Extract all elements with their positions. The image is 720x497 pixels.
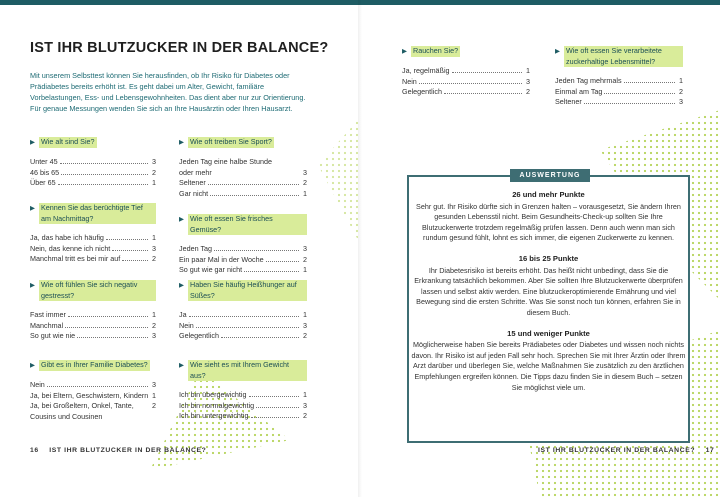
page-title: IST IHR BLUTZUCKER IN DER BALANCE? <box>30 40 329 56</box>
answer-row: Jeden Tag mehrmals 1 <box>555 76 683 86</box>
intro-text: Mit unserem Selbsttest können Sie herausfinden, ob Ihr Risiko für Diabetes oder Prädiabetes bereits erhöht ist. Es geht dabei um Alter, Gewicht, familiäre Vorbelastungen, Ess- und Lebensgewohnheiten. Das dient aber nur zur Orientierung. Für genaue Messungen wenden Sie sich an Ihre Hausärztin oder Ihren Hausarzt. <box>30 71 306 113</box>
answer-row: Ja, bei Großeltern, Onkel, Tante, Cousins und Cousinen 2 <box>30 401 156 421</box>
footer-left <box>30 447 206 454</box>
answer-row: Fast immer 1 <box>30 310 156 320</box>
question-text: Wie oft essen Sie frisches Gemüse? <box>188 214 307 235</box>
answer-row: So gut wie gar nicht 1 <box>179 265 307 275</box>
answer-row: Ein paar Mal in der Woche 2 <box>179 254 307 264</box>
answer-row: Seltener 2 <box>179 178 307 188</box>
footer-right <box>538 447 714 454</box>
book-gutter <box>358 0 362 497</box>
question-processed-sugar <box>555 46 683 108</box>
answer-row: Gelegentlich 2 <box>179 331 307 341</box>
answer-row: Ja, das habe ich häufig 1 <box>30 233 156 243</box>
arrow-icon: ▶ <box>179 215 184 223</box>
arrow-icon: ▶ <box>402 47 407 55</box>
answer-row: Nein 3 <box>30 380 156 390</box>
answer-row: Ich bin untergewichtig 2 <box>179 411 307 421</box>
arrow-icon: ▶ <box>30 204 35 212</box>
answer-row: Gelegentlich 2 <box>402 87 530 97</box>
result-heading: 26 und mehr Punkte <box>512 190 585 199</box>
question-text: Kennen Sie das berüchtigte Tief am Nachmittag? <box>39 203 156 224</box>
answer-row: Jeden Tag eine halbe Stunde oder mehr 3 <box>179 157 307 177</box>
arrow-icon: ▶ <box>179 361 184 369</box>
answer-row: Nein, das kenne ich nicht 3 <box>30 243 156 253</box>
running-title: IST IHR BLUTZUCKER IN DER BALANCE? <box>538 447 696 454</box>
answer-row: Ja, regelmäßig 1 <box>402 66 530 76</box>
answer-row: Über 65 1 <box>30 178 156 188</box>
question-family-diabetes <box>30 360 156 422</box>
question-sport <box>179 137 307 199</box>
arrow-icon: ▶ <box>179 281 184 289</box>
evaluation-content <box>410 190 687 403</box>
question-text: Wie oft treiben Sie Sport? <box>190 137 272 146</box>
question-age <box>30 137 156 189</box>
question-weight <box>179 360 307 422</box>
question-text: Rauchen Sie? <box>413 46 459 55</box>
question-text: Wie oft essen Sie verarbeitete zuckerhaltige Lebensmittel? <box>564 46 683 67</box>
result-text: Ihr Diabetesrisiko ist bereits erhöht. Das heißt nicht unbedingt, dass Sie die Erkrankung tatsächlich bekommen. Aber Sie sollten Ihre Blutzuckerwerte überprüfen lassen und selbst aktiv werden. Eine blutzuckeroptimierende Ernährung und viel Bewegung sind die ersten Schritte. Was Sie sonst noch tun können, erfahren Sie in diesem Buch. <box>414 265 683 317</box>
result-heading: 16 bis 25 Punkte <box>518 253 579 263</box>
question-text: Haben Sie häufig Heißhunger auf Süßes? <box>188 280 307 301</box>
page-number: 17 <box>705 447 715 454</box>
answer-row: Nein 3 <box>179 320 307 330</box>
answer-row: Nein 3 <box>402 76 530 86</box>
arrow-icon: ▶ <box>30 281 35 289</box>
question-stress <box>30 280 156 342</box>
answer-row: Gar nicht 1 <box>179 188 307 198</box>
result-heading: 15 und weniger Punkte <box>507 328 590 338</box>
answer-row: Ich bin übergewichtig 1 <box>179 390 307 400</box>
answer-row: Unter 45 3 <box>30 157 156 167</box>
answer-row: Einmal am Tag 2 <box>555 86 683 96</box>
answer-row: Manchmal tritt es bei mir auf 2 <box>30 254 156 264</box>
answer-row: Jeden Tag 3 <box>179 244 307 254</box>
question-smoking <box>402 46 530 98</box>
answer-row: 46 bis 65 2 <box>30 167 156 177</box>
question-text: Gibt es in Ihrer Familie Diabetes? <box>41 360 148 369</box>
answer-row: So gut wie nie 3 <box>30 331 156 341</box>
question-vegetables <box>179 214 307 276</box>
result-text: Sehr gut. Ihr Risiko dürfte sich in Grenzen halten – vorausgesetzt, Sie ändern Ihren gesunden Lebensstil nicht. Beim Gesundheits-Check-up sollten Sie Ihre Blutzuckerwerte trotzdem regelmäßig prüfen lassen. Denn auch wenn man sich rundum gesund fühlt, lohnt es sich immer, die eigenen Zuckerwerte zu kennen. <box>416 201 681 243</box>
arrow-icon: ▶ <box>30 361 35 369</box>
arrow-icon: ▶ <box>30 138 35 146</box>
arrow-icon: ▶ <box>555 47 560 55</box>
answer-row: Ja, bei Eltern, Geschwistern, Kindern 1 <box>30 390 156 400</box>
question-afternoon-low <box>30 203 156 265</box>
question-text: Wie alt sind Sie? <box>41 137 95 146</box>
answer-row: Manchmal 2 <box>30 320 156 330</box>
result-text: Möglicherweise haben Sie bereits Prädiabetes oder Diabetes und wissen noch nichts davon. Ihr Risiko ist auf jeden Fall sehr hoch. Sprechen Sie mit Ihrer Ärztin oder Ihrem Arzt darüber und überlegen Sie, welche Maßnahmen Sie zusätzlich zu den ärztlichen Empfehlungen ergreifen können. Die Tipps dazu finden Sie in diesem Buch – setzen Sie möglichst viele um. <box>411 340 686 392</box>
evaluation-label: AUSWERTUNG <box>510 169 590 182</box>
arrow-icon: ▶ <box>179 138 184 146</box>
question-sweet-cravings <box>179 280 307 342</box>
question-text: Wie sieht es mit Ihrem Gewicht aus? <box>188 360 307 381</box>
answer-row: Ich bin normalgewichtig 3 <box>179 400 307 410</box>
answer-row: Seltener 3 <box>555 97 683 107</box>
page-number: 16 <box>30 447 39 454</box>
answer-row: Ja 1 <box>179 310 307 320</box>
question-text: Wie oft fühlen Sie sich negativ gestresst? <box>39 280 156 301</box>
running-title: IST IHR BLUTZUCKER IN DER BALANCE? <box>49 447 207 454</box>
